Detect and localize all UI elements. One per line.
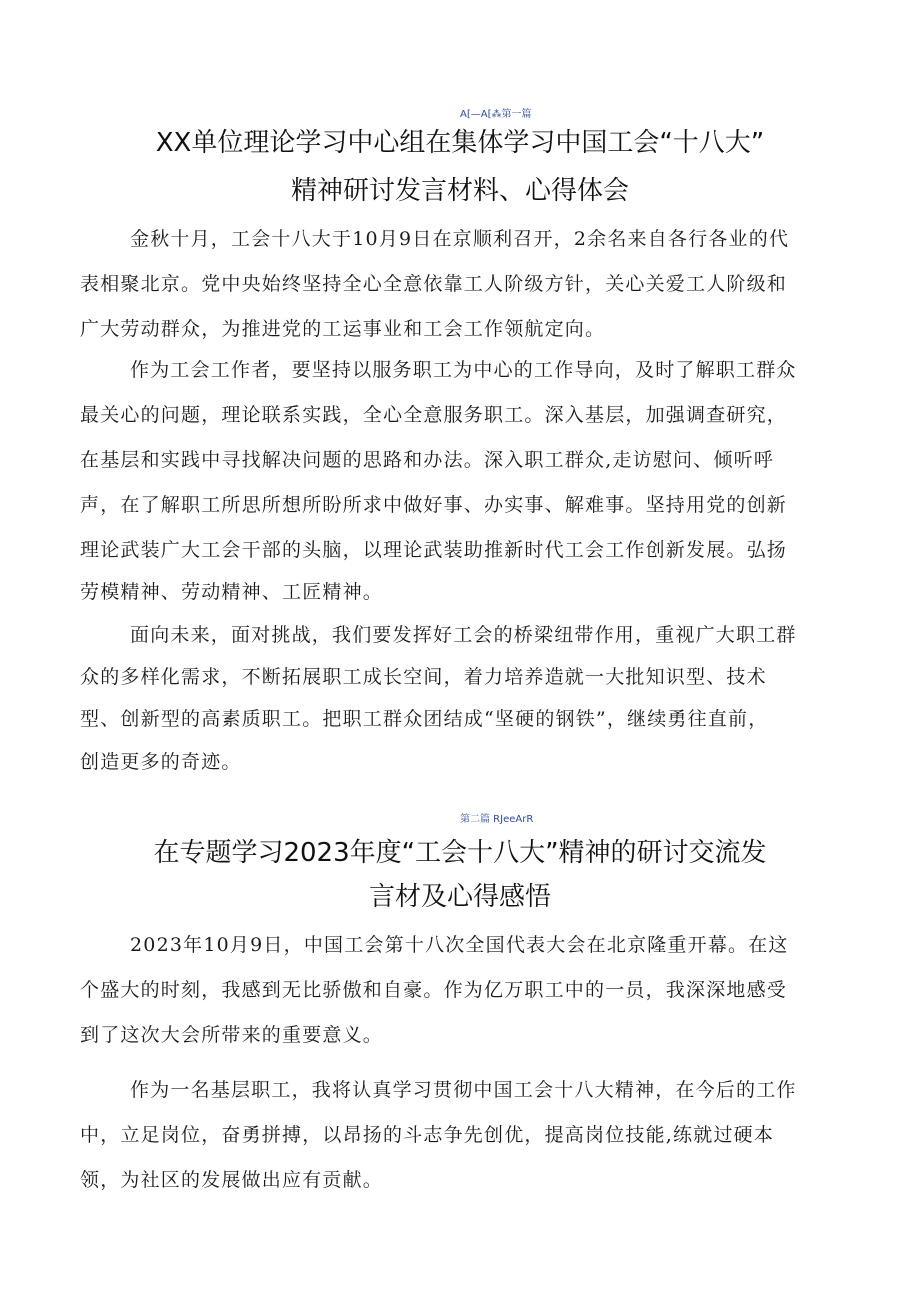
text-line: 领，为社区的发展做出应有贡献。: [80, 1169, 384, 1191]
text-line: 众的多样化需求，不断拓展职工成长空间，着力培养造就一大批知识型、技术: [80, 666, 767, 688]
article-2-title-line-1: 在专题学习2023年度“工会十八大”精神的研讨交流发: [153, 838, 767, 868]
text-line: 面向未来，面对挑战，我们要发挥好工会的桥梁纽带作用，重视广大职工群: [130, 624, 797, 646]
text-line: 表相聚北京。党中央始终坚持全心全意依靠工人阶级方针，关心关爱工人阶级和: [80, 273, 788, 295]
text-line: 中，立足岗位，奋勇拼搏，以昂扬的斗志争先创优，提高岗位技能,练就过硬本: [80, 1124, 775, 1146]
text-line: 创造更多的奇迹。: [80, 751, 242, 773]
text-line: 最关心的问题，理论联系实践，全心全意服务职工。深入基层，加强调查研究，: [80, 404, 788, 426]
text-line: 型、创新型的高素质职工。把职工群众团结成“坚硬的钢铁”，继续勇往直前，: [80, 708, 769, 730]
text-line: 作为一名基层职工，我将认真学习贯彻中国工会十八大精神，在今后的工作: [130, 1079, 797, 1101]
article-1-title-line-1: XX单位理论学习中心组在集体学习中国工会“十八大”: [155, 128, 765, 158]
text-line: 声，在了解职工所思所想所盼所求中做好事、办实事、解难事。坚持用党的创新: [80, 494, 788, 516]
text-line: 广大劳动群众，为推进党的工运事业和工会工作领航定向。: [80, 318, 606, 340]
section-marker-2: 第二篇 RJeeArR: [460, 814, 534, 825]
text-line: 到了这次大会所带来的重要意义。: [80, 1024, 384, 1046]
text-line: 个盛大的时刻，我感到无比骄傲和自豪。作为亿万职工中的一员，我深深地感受: [80, 979, 788, 1001]
article-2-title-line-2: 言材及心得感悟: [368, 882, 551, 912]
section-marker-1: A⁅—A⁅⁂第一篇: [460, 109, 532, 120]
text-line: 金秋十月，工会十八大于10月9日在京顺利召开，2余名来自各行各业的代: [130, 228, 790, 250]
text-line: 作为工会工作者，要坚持以服务职工为中心的工作导向，及时了解职工群众: [130, 359, 797, 381]
text-line: 理论武装广大工会干部的头脑，以理论武装助推新时代工会工作创新发展。弘扬: [80, 539, 788, 561]
text-line: 劳模精神、劳动精神、工匠精神。: [80, 581, 384, 603]
article-1-title-line-2: 精神研讨发言材料、心得体会: [290, 176, 629, 206]
text-line: 2023年10月9日，中国工会第十八次全国代表大会在北京隆重开幕。在这: [130, 934, 789, 956]
text-line: 在基层和实践中寻找解决问题的思路和办法。深入职工群众,走访慰问、倾听呼: [80, 449, 775, 471]
